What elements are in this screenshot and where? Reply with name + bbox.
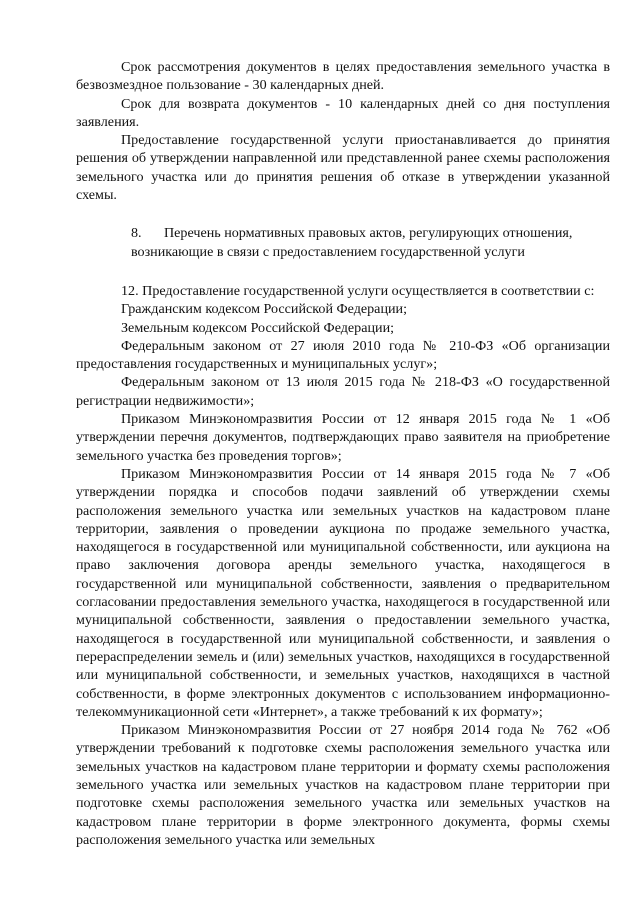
- law-item-order-1: Приказом Минэкономразвития России от 12 января 2015 года № 1 «Об утверждении перечня документов, подтверждающих право заявителя на приобретение земельного участка без проведения торгов»;: [76, 411, 610, 464]
- section-number: 8.: [131, 225, 142, 242]
- section-title-line1: Перечень нормативных правовых актов, регулирующих отношения,: [164, 225, 573, 242]
- law-item-order-762: Приказом Минэкономразвития России от 27 ноября 2014 года № 762 «Об утверждении требований к подготовке схемы расположения земельного участка или земельных участков на кадастровом плане территории и формату схемы расположения земельного участка или земельных участков на кадастровом плане территории при подготовке схемы расположения земельного участка или земельных участков на кадастровом плане территории в форме электронного документа, формы схемы расположения земельного участка или земельных: [76, 722, 610, 848]
- law-item-fz-210: Федеральным законом от 27 июля 2010 года № 210-ФЗ «Об организации предоставления государственных и муниципальных услуг»;: [76, 337, 610, 373]
- paragraph-12: 12. Предоставление государственной услуги осуществляется в соответствии с:: [121, 282, 595, 299]
- law-item-fz-218: Федеральным законом от 13 июля 2015 года № 218-ФЗ «О государственной регистрации недвижимости»;: [76, 374, 610, 409]
- law-item-order-7: Приказом Минэкономразвития России от 14 января 2015 года № 7 «Об утверждении порядка и способов подачи заявлений об утверждении схемы расположения земельного участка или земельных участков на кадастровом плане территории, заявления о проведении аукциона по продаже земельного участка, находящегося в государственной или муниципальной собственности, или аукциона на право заключения договора аренды земельного участка, находящегося в государственной или муниципальной собственности, заявления о предварительном согласовании предоставления земельного участка, находящегося в государственной или муниципальной собственности, заявления о предоставлении земельного участка, находящегося в государственной или муниципальной собственности, и заявления о перераспределении земель и (или) земельных участков, находящихся в государственной или муниципальной собственности, и земельных участков, находящихся в частной собственности, в форме электронных документов с использованием информационно-телекоммуникационной сети «Интернет», а также требований к их формату»;: [76, 465, 610, 720]
- document-page: [76, 58, 610, 849]
- paragraph-review-period: Срок рассмотрения документов в целях предоставления земельного участка в безвозмездное пользование - 30 календарных дней.: [76, 59, 610, 94]
- law-item-civil-code: Гражданским кодексом Российской Федерации;: [121, 301, 407, 318]
- law-item-land-code: Земельным кодексом Российской Федерации;: [121, 319, 395, 336]
- section-title-line2: возникающие в связи с предоставлением государственной услуги: [131, 243, 525, 260]
- section-heading: [76, 224, 610, 261]
- paragraph-return-period: Срок для возврата документов - 10 календарных дней со дня поступления заявления.: [76, 95, 610, 130]
- paragraph-suspension: Предоставление государственной услуги приостанавливается до принятия решения об утверждении направленной или представленной ранее схемы расположения земельного участка или до принятия решения об отказе в утверждении указанной схемы.: [76, 132, 610, 204]
- section-heading-line1: [131, 224, 610, 242]
